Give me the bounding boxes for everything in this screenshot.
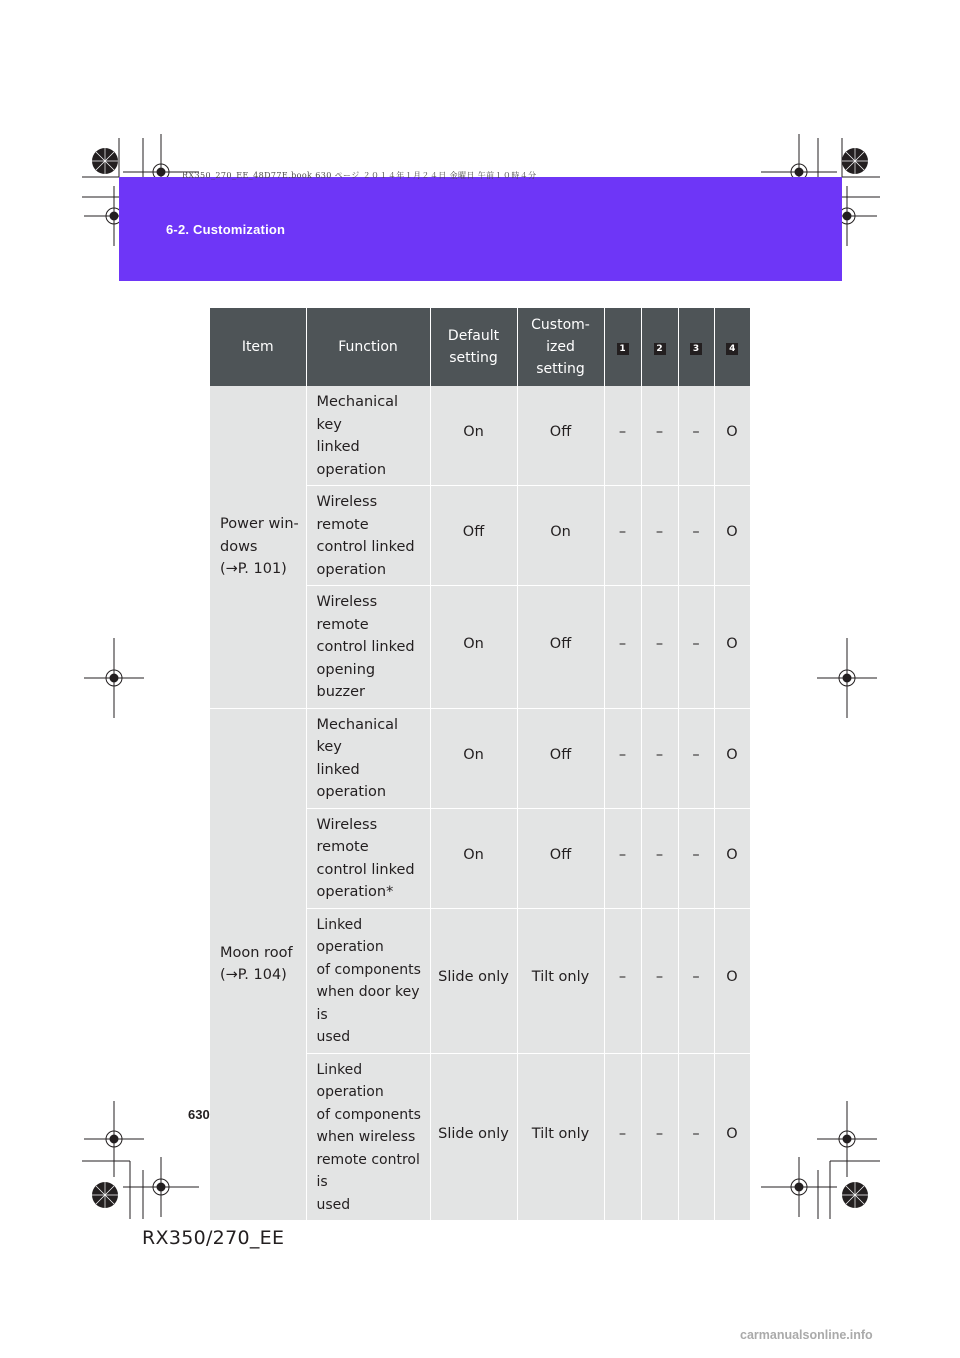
col2-cell: – bbox=[641, 1053, 678, 1221]
table-row bbox=[210, 708, 750, 808]
section-title: 6-2. Customization bbox=[166, 222, 286, 237]
table-row bbox=[210, 386, 750, 486]
col3-cell: – bbox=[678, 1053, 714, 1221]
col2-cell: – bbox=[641, 908, 678, 1053]
col1-cell: – bbox=[604, 586, 641, 709]
col4-cell: O bbox=[714, 708, 750, 808]
header-col-3 bbox=[678, 308, 714, 386]
col2-cell: – bbox=[641, 708, 678, 808]
col2-cell: – bbox=[641, 586, 678, 709]
header-function: Function bbox=[306, 308, 430, 386]
function-cell: Mechanical key linked operation bbox=[306, 386, 430, 486]
custom-cell: Off bbox=[517, 386, 604, 486]
custom-cell: Off bbox=[517, 708, 604, 808]
section-header-band bbox=[119, 177, 842, 281]
default-cell: On bbox=[430, 808, 517, 908]
watermark: carmanualsonline.info bbox=[740, 1328, 873, 1342]
col3-cell: – bbox=[678, 486, 714, 586]
custom-cell: Tilt only bbox=[517, 908, 604, 1053]
book-info-line: RX350_270_EE_48D77E.book 630 ページ ２０１４年１月２４日 金曜日 午前１０時４分 bbox=[182, 171, 537, 180]
col4-cell: O bbox=[714, 1053, 750, 1221]
header-col-1 bbox=[604, 308, 641, 386]
function-cell: Mechanical key linked operation bbox=[306, 708, 430, 808]
item-power-windows: Power win- dows (→P. 101) bbox=[210, 386, 306, 708]
header-col-2 bbox=[641, 308, 678, 386]
header-customized-setting: Custom- ized setting bbox=[517, 308, 604, 386]
default-cell: On bbox=[430, 386, 517, 486]
col2-cell: – bbox=[641, 808, 678, 908]
col4-cell: O bbox=[714, 586, 750, 709]
col4-cell: O bbox=[714, 908, 750, 1053]
col1-cell: – bbox=[604, 908, 641, 1053]
custom-cell: Tilt only bbox=[517, 1053, 604, 1221]
custom-cell: Off bbox=[517, 808, 604, 908]
col3-cell: – bbox=[678, 808, 714, 908]
col3-cell: – bbox=[678, 386, 714, 486]
col4-cell: O bbox=[714, 808, 750, 908]
col1-cell: – bbox=[604, 486, 641, 586]
col4-cell: O bbox=[714, 386, 750, 486]
col3-cell: – bbox=[678, 586, 714, 709]
item-moon-roof: Moon roof (→P. 104) bbox=[210, 708, 306, 1221]
default-cell: On bbox=[430, 708, 517, 808]
function-cell: Linked operation of components when wireless remote control is used bbox=[306, 1053, 430, 1221]
default-cell: Slide only bbox=[430, 1053, 517, 1221]
default-cell: Off bbox=[430, 486, 517, 586]
page-number: 630 bbox=[188, 1107, 210, 1122]
col1-cell: – bbox=[604, 386, 641, 486]
custom-cell: Off bbox=[517, 586, 604, 709]
col3-cell: – bbox=[678, 708, 714, 808]
default-cell: Slide only bbox=[430, 908, 517, 1053]
function-cell: Wireless remote control linked opening buzzer bbox=[306, 586, 430, 709]
col2-cell: – bbox=[641, 386, 678, 486]
customization-table bbox=[210, 308, 751, 1221]
col3-cell: – bbox=[678, 908, 714, 1053]
header-col-4 bbox=[714, 308, 750, 386]
default-cell: On bbox=[430, 586, 517, 709]
number-2-badge: 2 bbox=[654, 343, 666, 355]
custom-cell: On bbox=[517, 486, 604, 586]
table-header-row bbox=[210, 308, 750, 386]
number-4-badge: 4 bbox=[726, 343, 738, 355]
col4-cell: O bbox=[714, 486, 750, 586]
col1-cell: – bbox=[604, 808, 641, 908]
header-item: Item bbox=[210, 308, 306, 386]
function-cell: Linked operation of components when door key is used bbox=[306, 908, 430, 1053]
col1-cell: – bbox=[604, 708, 641, 808]
number-1-badge: 1 bbox=[617, 343, 629, 355]
model-code: RX350/270_EE bbox=[142, 1227, 285, 1249]
col1-cell: – bbox=[604, 1053, 641, 1221]
header-default-setting: Default setting bbox=[430, 308, 517, 386]
number-3-badge: 3 bbox=[690, 343, 702, 355]
col2-cell: – bbox=[641, 486, 678, 586]
function-cell: Wireless remote control linked operation bbox=[306, 486, 430, 586]
function-cell: Wireless remote control linked operation* bbox=[306, 808, 430, 908]
